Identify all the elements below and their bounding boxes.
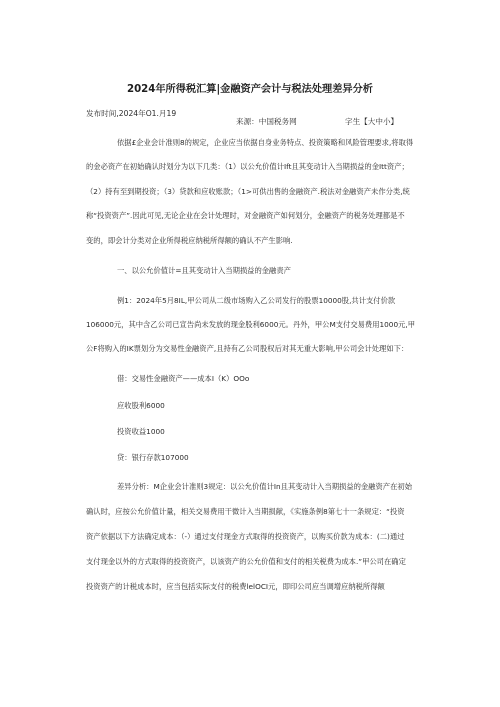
journal-entry-line: 借：交易性金融资产——成本I（K）OOo (117, 374, 250, 383)
paragraph-line: 称“投资资产”.因此可见,无论企业在会计处理时，对金融资产如何划分，金融资产的税务处理都是不 (86, 211, 405, 220)
paragraph-line: 例1：2024年5月8IL,甲公司从二级市场购入乙公司发行的股票10000股,共计支付价款 (117, 296, 396, 305)
paragraph-line: 投资资产的计税成本时，应当包括实际支付的税费lelOCI元，即印公司应当调增应纳税所得额 (86, 582, 385, 591)
section-heading: 一、以公允价值计=且其变动计入当期损益的金融责产 (117, 266, 291, 275)
source-label: 来源：中国税务网 (236, 117, 297, 126)
journal-entry-line: 贷：银行存款107000 (117, 453, 189, 462)
article-title: 2024年所得税汇算|金融资产会计与税法处理差异分析 (126, 84, 373, 95)
paragraph-line: 106000元，其中含乙公司已宣告尚未发放的现金股利6000元。丹外，甲公M支付交易费用1000元,甲 (86, 320, 415, 329)
paragraph-line: 资产依据以下方法确定成本：（-）通过支付现金方式取得的投资资产，以购买价款为成本：(二)通过 (86, 532, 405, 541)
journal-entry-line: 应收股利6000 (117, 401, 165, 410)
font-size-selector[interactable]: 字生【大中小】 (345, 117, 399, 126)
journal-entry-line: 投资收益1000 (117, 427, 165, 436)
paragraph-line: 依据£企业会计准则8的规定，企业应当依据自身业务特点、投资策略和风险管理要求,将取得 (117, 138, 414, 147)
paragraph-line: 支付现金以外的方式取得的投资资产，以该资产的公允价值和支付的相关税费为成本.”甲公司在确定 (86, 557, 406, 566)
paragraph-line: （2）持有至到期投资；（3）贷款和应收账款；（1>可供出售的金融资产.税法对金融资产未作分类,统 (86, 187, 410, 196)
publish-date: 发布时间,2024年O1.月19 (86, 109, 177, 118)
paragraph-line: 的金必资产在初始确认时划分为以下几类：（1）以公允价值计Ift且其变动计入当期损益的金Itt资产； (86, 162, 409, 171)
paragraph-line: 变的，即会计分类对企业所得税应纳税所得额的确认不产生影响. (86, 236, 293, 245)
paragraph-line: 差异分析：M企业会计准则3规定：以公允价值计In且其变动计入当期损益的金融资产在初始 (117, 482, 412, 491)
paragraph-line: 确认时，应按公允价值计量，相关交易费用干微计入当期损献，《实施条例8第七十一条规定：“投资 (86, 507, 405, 516)
paragraph-line: 公F将购入的IK票划分为交易性金融资产,且持有乙公司股权后对其无重大影响,甲公司会计处理如下： (86, 344, 409, 353)
